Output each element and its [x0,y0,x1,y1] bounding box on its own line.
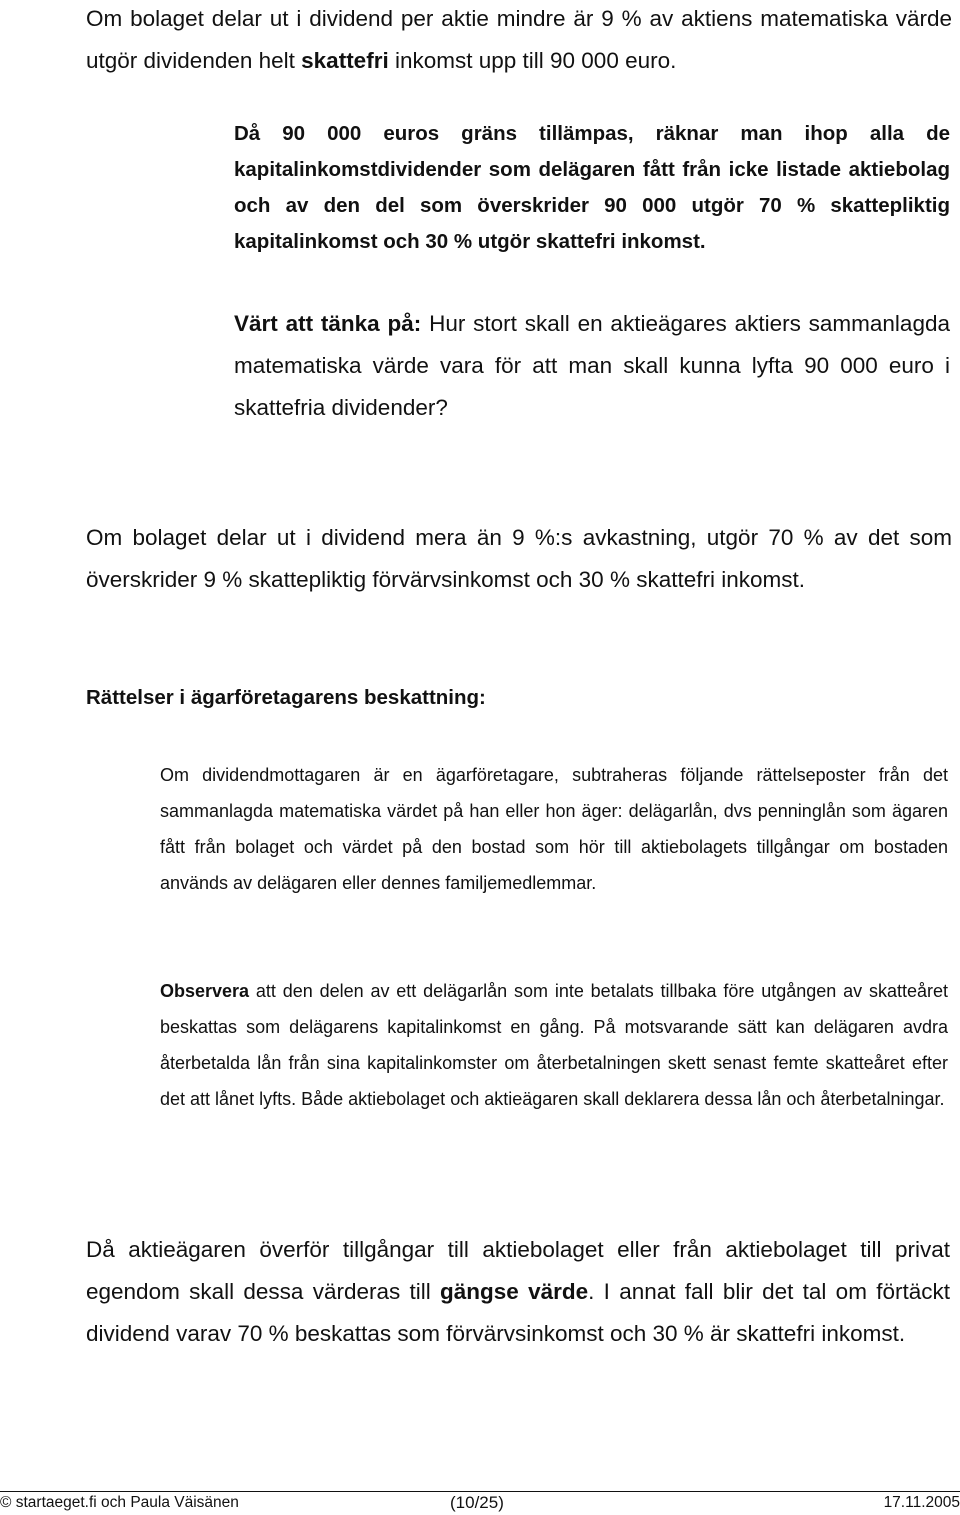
intro-bold-skattefri: skattefri [301,48,389,73]
footer-divider [0,1491,960,1492]
gangse-varde-paragraph [86,1229,950,1355]
observera-text: att den delen av ett delägarlån som inte betalats tillbaka före utgången av skatteåret beskattas som delägarens kapitalinkomst en gång. På motsvarande sätt kan delägaren avdra återbetalda lån från sina kapitalinkomster om återbetalningen skett senast femte skatteåret efter det att lånet lyfts. Både aktiebolaget och aktieägaren skall deklarera dessa lån och återbetalningar. [160,981,948,1109]
section-heading-text: Rättelser i ägarföretagarens beskattning: [86,686,486,709]
intro-text-1: Om bolaget delar ut i dividend per aktie mindre är 9 % av aktiens matematiska värde utgör dividenden helt [86,6,952,73]
intro-paragraph [86,0,952,82]
over-nio-procent-text: Om bolaget delar ut i dividend mera än 9 %:s avkastning, utgör 70 % av det som överskrider 9 % skattepliktig förvärvsinkomst och 30 % skattefri inkomst. [86,525,952,592]
footer-copyright: © startaeget.fi och Paula Väisänen [0,1494,239,1511]
rattelser-paragraph [160,757,948,901]
rattelser-text: Om dividendmottagaren är en ägarföretagare, subtraheras följande rättelseposter från det sammanlagda matematiska värdet på han eller hon äger: delägarlån, dvs penninglån som ägaren fått från bolaget och värdet på den bostad som hör till aktiebolagets tillgångar om bostaden används av delägaren eller dennes familjemedlemmar. [160,765,948,893]
vart-att-tanka-pa-label: Värt att tänka på: [234,311,422,336]
gangse-varde-text-2: . I annat fall blir det tal om förtäckt dividend varav 70 % beskattas som förvärvsinkomst och 30 % är skattefri inkomst. [86,1279,950,1346]
section-heading [86,680,486,716]
footer-page-number: (10/25) [450,1493,504,1512]
gangse-varde-text-1: Då aktieägaren överför tillgångar till aktiebolaget eller från aktiebolaget till privat egendom skall dessa värderas till [86,1237,950,1304]
observera-label: Observera [160,981,250,1001]
gransen-paragraph [234,116,950,260]
gransen-text: Då 90 000 euros gräns tillämpas, räknar man ihop alla de kapitalinkomstdividender som delägaren fått från icke listade aktiebolag och av den del som överskrider 90 000 utgör 70 % skattepliktig kapitalinkomst och 30 % utgör skattefri inkomst. [234,122,950,253]
footer-date: 17.11.2005 [883,1494,960,1511]
over-nio-procent-paragraph [86,517,952,601]
intro-text-2: inkomst upp till 90 000 euro. [388,48,677,73]
observera-paragraph [160,973,948,1117]
vart-att-tanka-pa-text: Hur stort skall en aktieägares aktiers sammanlagda matematiska värde vara för att man skall kunna lyfta 90 000 euro i skattefria dividender? [234,311,950,420]
vart-att-tanka-pa-paragraph [234,303,950,429]
gangse-varde-bold: gängse värde [440,1279,589,1304]
